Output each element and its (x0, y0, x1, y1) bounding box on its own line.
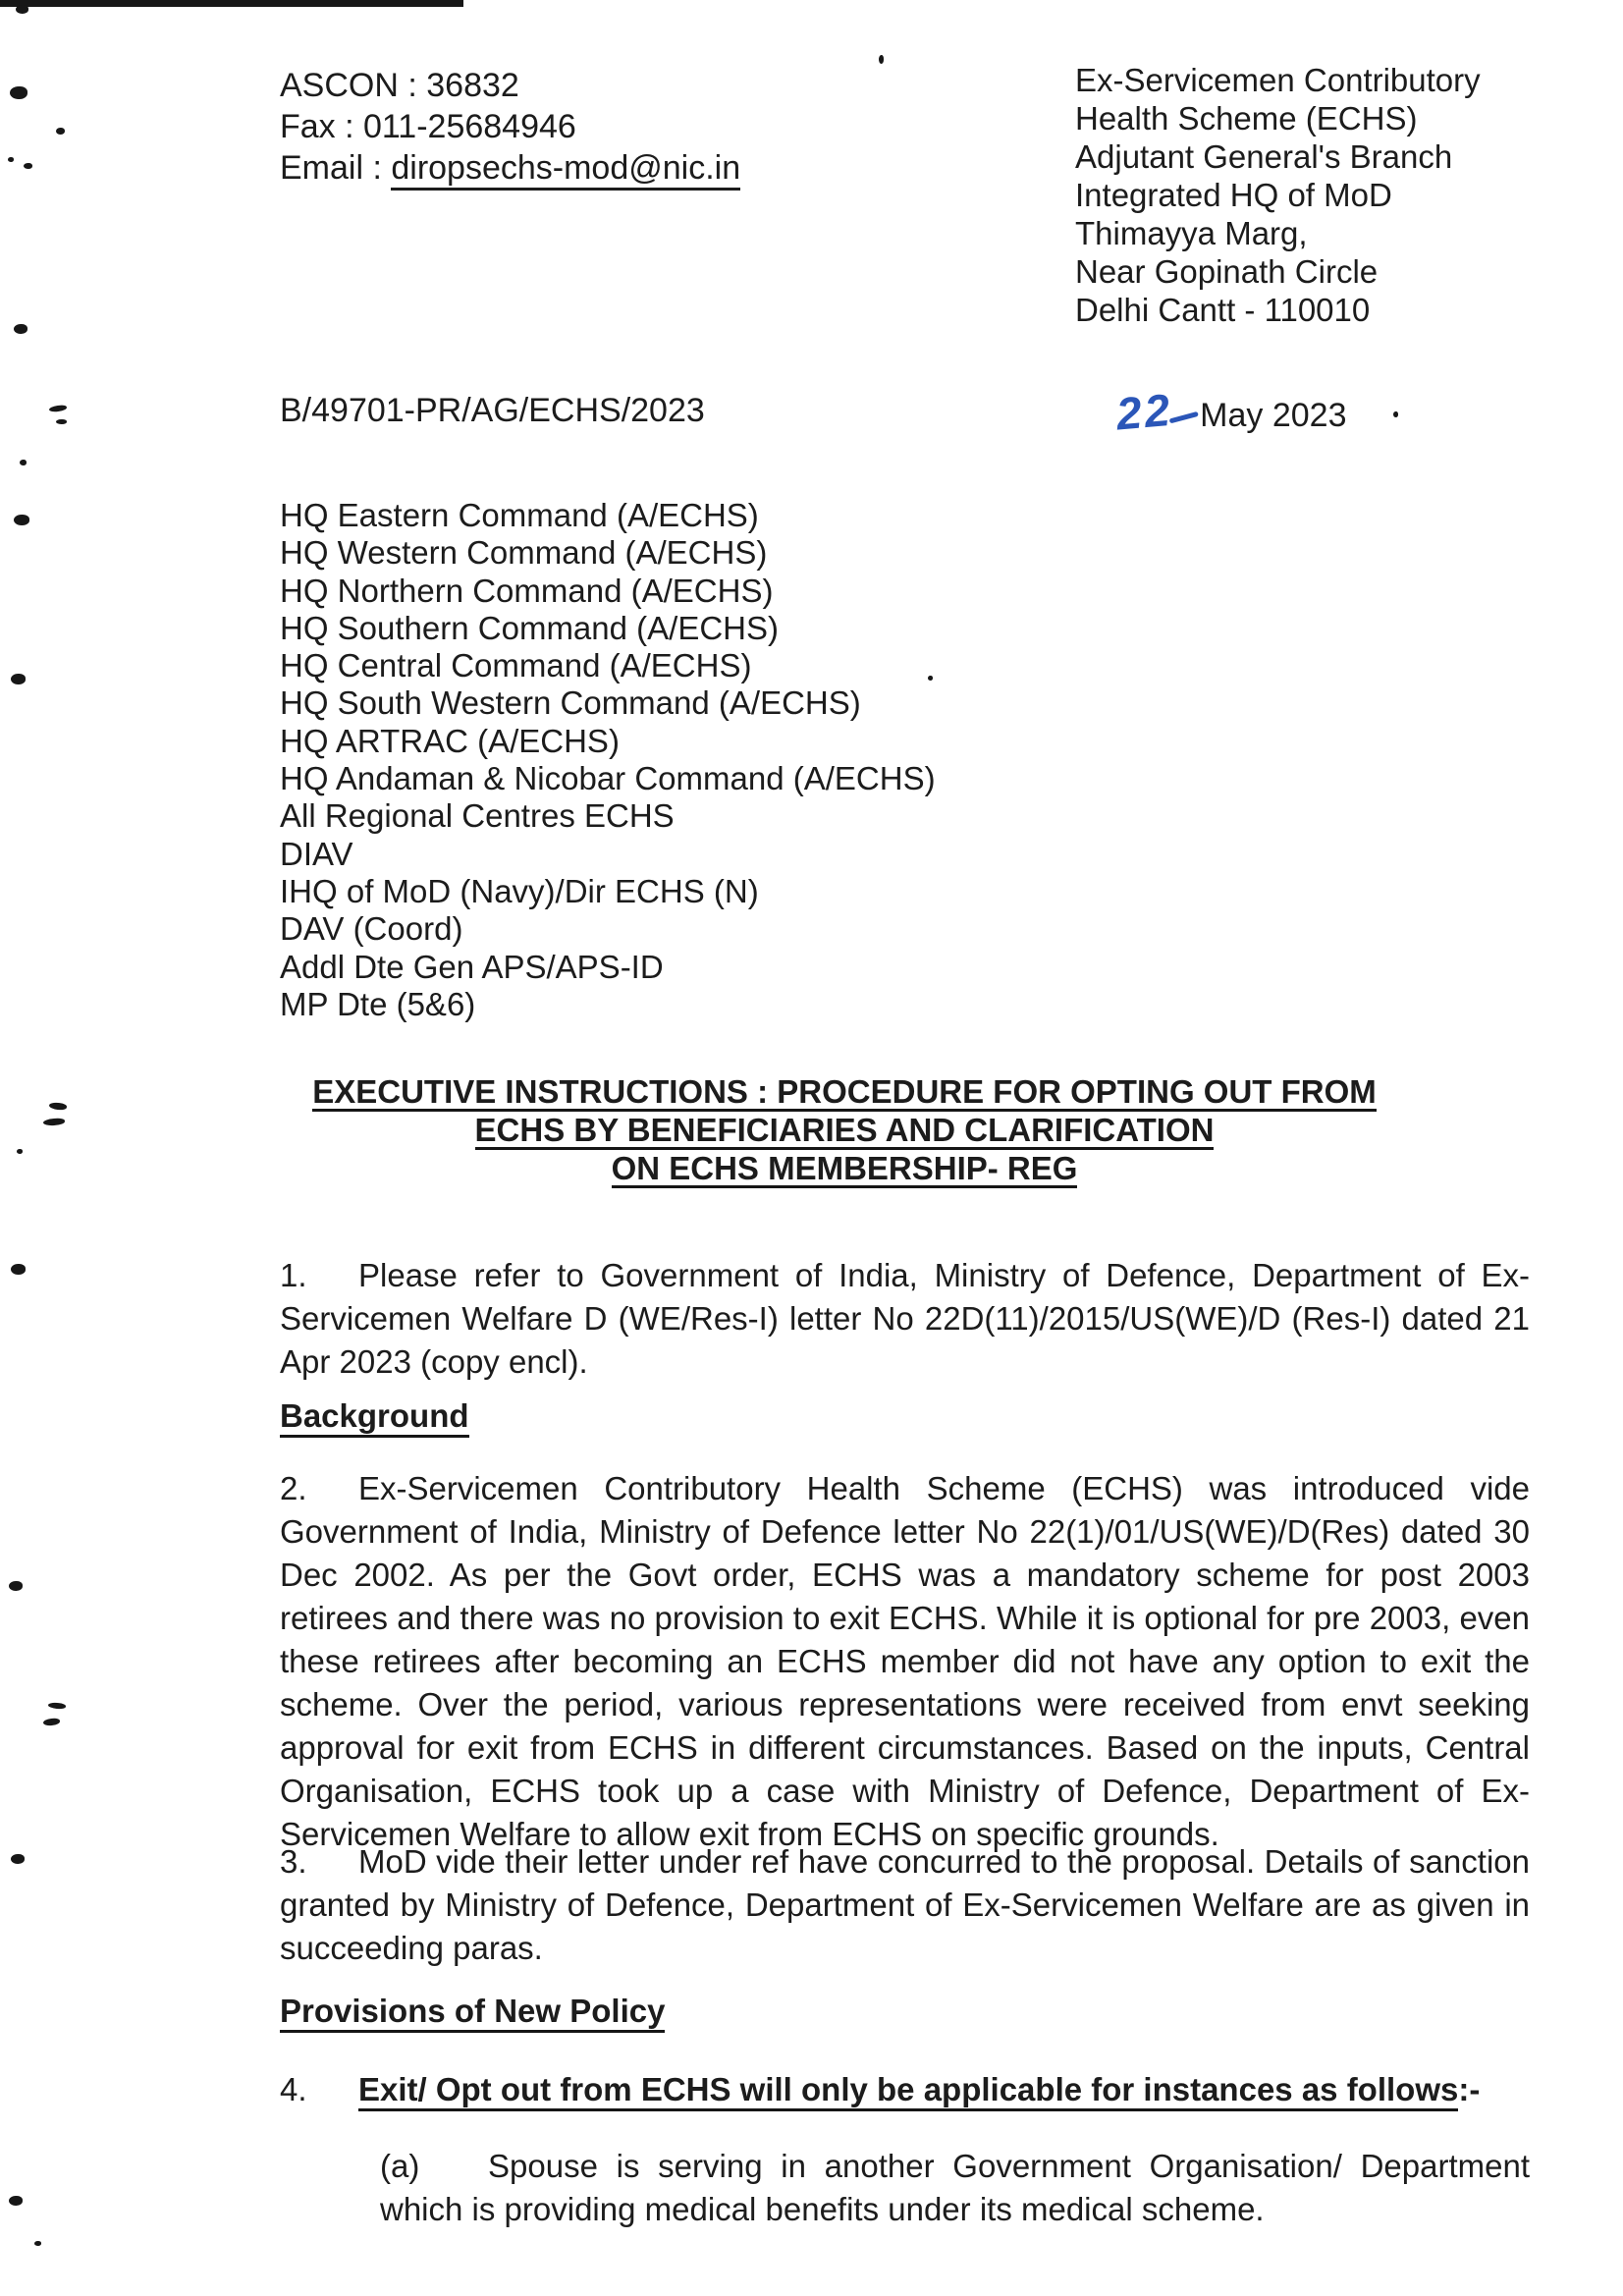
paragraph-number: 3. (280, 1843, 307, 1880)
scan-speck (9, 2196, 23, 2206)
reference-row (280, 383, 1530, 440)
org-line: Near Gopinath Circle (1075, 253, 1379, 290)
addressee-item: All Regional Centres ECHS (280, 797, 675, 835)
scan-speck (8, 157, 14, 162)
scan-speck (43, 1718, 61, 1726)
org-line: Delhi Cantt - 110010 (1075, 292, 1371, 328)
scan-speck (34, 2241, 41, 2246)
addressee-item: HQ Southern Command (A/ECHS) (280, 609, 780, 646)
scan-speck (11, 1854, 25, 1864)
file-number: B/49701-PR/AG/ECHS/2023 (280, 392, 705, 429)
paragraph-4 (280, 2068, 1530, 2111)
organisation-address-block (1075, 61, 1481, 329)
org-line: Ex-Servicemen Contributory (1075, 62, 1481, 98)
ascon-line: ASCON : 36832 (280, 67, 519, 104)
paragraph-1 (280, 1254, 1530, 1384)
subject-title-line: EXECUTIVE INSTRUCTIONS : PROCEDURE FOR OPTING OUT FROM (312, 1073, 1377, 1110)
paragraph-3 (280, 1840, 1530, 1970)
scan-speck (16, 5, 28, 14)
paragraph-number: 2. (280, 1470, 307, 1506)
scan-speck (14, 515, 29, 525)
paragraph-text: Ex-Servicemen Contributory Health Scheme (ECHS) was introduced vide Government of India, Ministry of Defence letter No 22(1)/01/US(WE)/D(Res) dated 30 Dec 2002. As per the Govt order, ECHS was a mandatory scheme for post 2003 retirees and there was no provision to exit ECHS. While it is optional for pre 2003, even these retirees after becoming an ECHS member did not have any option to exit the scheme. Over the period, various representations were received from envt seeking approval for exit from ECHS in different circumstances. Based on the inputs, Central Organisation, ECHS took up a case with Ministry of Defence, Department of Ex-Servicemen Welfare to allow exit from ECHS on specific grounds. (280, 1470, 1530, 1852)
scan-speck (11, 674, 26, 684)
scan-edge-line (0, 0, 463, 7)
scan-speck (56, 128, 65, 135)
paragraph-text: Please refer to Government of India, Ministry of Defence, Department of Ex-Servicemen Welfare D (WE/Res-I) letter No 22D(11)/2015/US(WE)/D (Res-I) dated 21 Apr 2023 (copy encl). (280, 1257, 1530, 1380)
org-line: Adjutant General's Branch (1075, 138, 1453, 175)
paragraph-2 (280, 1467, 1530, 1856)
scan-speck (17, 1149, 23, 1154)
scan-speck (11, 1264, 26, 1275)
addressee-item: HQ Western Command (A/ECHS) (280, 534, 768, 572)
handwritten-day: 22 (1114, 387, 1199, 433)
scan-speck (56, 419, 67, 424)
addressee-item: HQ Eastern Command (A/ECHS) (280, 497, 759, 533)
org-line: Health Scheme (ECHS) (1075, 100, 1418, 137)
scan-speck (14, 324, 27, 334)
paragraph-number: 1. (280, 1257, 307, 1293)
subject-title-line: ON ECHS MEMBERSHIP- REG (611, 1150, 1078, 1186)
addressee-item: HQ ARTRAC (A/ECHS) (280, 722, 620, 759)
addressee-item: HQ Northern Command (A/ECHS) (280, 572, 774, 609)
email-line (280, 147, 740, 189)
scan-speck (24, 163, 32, 169)
addressee-item: DAV (Coord) (280, 910, 463, 948)
scan-speck (49, 405, 68, 412)
addressee-item: MP Dte (5&6) (280, 985, 476, 1022)
scan-speck (20, 460, 27, 465)
addressee-list (280, 497, 936, 1023)
paragraph-4a (380, 2145, 1530, 2231)
scan-speck (48, 1702, 66, 1710)
addressee-item: HQ South Western Command (A/ECHS) (280, 684, 861, 722)
scan-speck (10, 86, 27, 99)
paragraph-text: Spouse is serving in another Government Organisation/ Department which is providing medical benefits under its medical scheme. (380, 2148, 1530, 2227)
addressee-item: DIAV (280, 835, 353, 872)
addressee-item: HQ Central Command (A/ECHS) (280, 647, 752, 684)
provisions-heading: Provisions of New Policy (280, 1994, 665, 2033)
scan-speck (49, 1102, 68, 1111)
addressee-item: HQ Andaman & Nicobar Command (A/ECHS) (280, 760, 936, 797)
org-line: Thimayya Marg, (1075, 215, 1308, 251)
background-heading: Background (280, 1398, 469, 1438)
email-label: Email : (280, 149, 392, 187)
subparagraph-number: (a) (380, 2148, 420, 2184)
addressee-item: IHQ of MoD (Navy)/Dir ECHS (N) (280, 872, 759, 909)
paragraph-suffix: :- (1458, 2071, 1481, 2107)
contact-block (280, 65, 740, 189)
date-month-year: May 2023 (1200, 397, 1347, 434)
paragraph-text: Exit/ Opt out from ECHS will only be applicable for instances as follows (358, 2071, 1458, 2111)
addressee-item: Addl Dte Gen APS/APS-ID (280, 948, 664, 985)
email-address: diropsechs-mod@nic.in (391, 149, 740, 191)
fax-line: Fax : 011-25684946 (280, 108, 576, 145)
subject-title-line: ECHS BY BENEFICIARIES AND CLARIFICATION (474, 1112, 1215, 1148)
paragraph-text: MoD vide their letter under ref have concurred to the proposal. Details of sanction granted by Ministry of Defence, Department of Ex-Servicemen Welfare are as given in succeeding paras. (280, 1843, 1530, 1966)
subject-title (250, 1075, 1438, 1190)
scan-speck (879, 55, 884, 64)
org-line: Integrated HQ of MoD (1075, 177, 1392, 213)
letter-date (1113, 383, 1347, 440)
paragraph-number: 4. (280, 2071, 307, 2107)
scan-speck (9, 1581, 23, 1591)
scan-speck (43, 1118, 65, 1126)
